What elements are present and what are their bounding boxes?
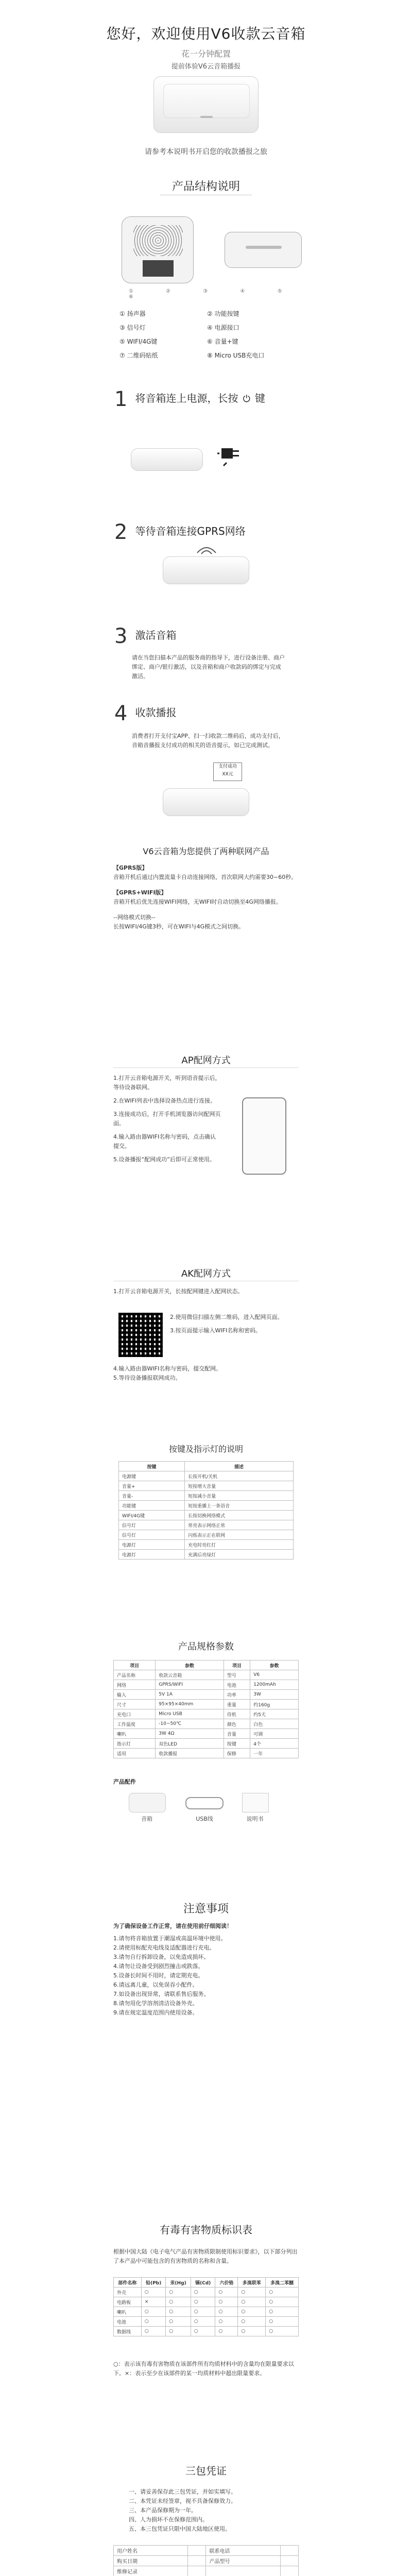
table-cell: 产品型号 xyxy=(206,2556,280,2566)
table-cell: 常亮表示网络正常 xyxy=(185,1520,294,1530)
table-cell: ○ xyxy=(238,2307,266,2317)
table-cell: 双色LED xyxy=(156,1739,224,1749)
legend-item: ⑧ Micro USB充电口 xyxy=(207,352,265,359)
table-cell: 产品名称 xyxy=(114,1670,156,1680)
table-row xyxy=(119,1530,294,1540)
table-cell: 电池 xyxy=(224,1680,250,1690)
legend-item: ③ 信号灯 xyxy=(119,324,146,331)
step-suffix: 键 xyxy=(254,392,265,404)
warranty-table xyxy=(113,2545,299,2576)
table-cell: ○ xyxy=(266,2307,299,2317)
network-body xyxy=(113,863,299,931)
table-cell: ○ xyxy=(238,2317,266,2327)
warranty-title: 三包凭证 xyxy=(185,2465,227,2477)
table-cell: 待机 xyxy=(224,1709,250,1719)
table-cell: 充电口 xyxy=(114,1709,156,1719)
table-cell: 功能键 xyxy=(119,1501,185,1511)
page-subtitle: 花一分钟配置 xyxy=(181,49,231,59)
table-cell: ○ xyxy=(166,2297,191,2307)
table-header: 描述 xyxy=(185,1462,294,1471)
table-cell: 保修 xyxy=(224,1749,250,1758)
accessory-label: 音箱 xyxy=(141,1816,152,1822)
table-row xyxy=(114,1749,299,1758)
legend-item: ① 扬声器 xyxy=(119,310,146,317)
table-cell: 联系电话 xyxy=(206,2546,280,2556)
notice-body xyxy=(113,1922,299,2018)
speaker-device-image xyxy=(153,76,259,133)
diagram-callout-numbers: ① ② ③ ④ ⑤ ⑥ xyxy=(129,289,298,300)
structure-title: 产品结构说明 xyxy=(171,180,240,193)
table-cell: ○ xyxy=(166,2307,191,2317)
keys-title: 按键及指示灯的说明 xyxy=(168,1444,243,1454)
table-cell: 工作温度 xyxy=(114,1719,156,1729)
table-cell: 输入 xyxy=(114,1690,156,1700)
table-row xyxy=(114,1719,299,1729)
table-cell: 短按增大音量 xyxy=(185,1481,294,1491)
signal-icon xyxy=(195,543,218,555)
table-row xyxy=(114,2287,299,2297)
table-cell: × xyxy=(141,2297,166,2307)
table-cell: -10~50℃ xyxy=(156,1719,224,1729)
notice-item: 9.请在规定温度范围内使用设备。 xyxy=(113,2009,198,2016)
table-header: 项目 xyxy=(114,1660,156,1670)
notice-intro: 为了确保设备工作正常，请在使用前仔细阅读！ xyxy=(113,1923,232,1929)
notice-item: 7.如设备出现异常，请联系售后服务。 xyxy=(113,1991,210,1997)
table-cell: 闪烁表示正在联网 xyxy=(185,1530,294,1540)
table-header: 铅(Pb) xyxy=(141,2278,166,2287)
ak-steps xyxy=(170,1313,299,1335)
warranty-items xyxy=(129,2487,294,2534)
table-cell: V6 xyxy=(250,1670,299,1680)
table-cell: ○ xyxy=(238,2327,266,2336)
structure-legend xyxy=(119,309,295,360)
table-row xyxy=(119,1501,294,1511)
network-wifi-head: 【GPRS+WIFI版】 xyxy=(113,889,167,896)
hazard-title: 有毒有害物质标识表 xyxy=(160,2224,252,2236)
table-cell: 电池 xyxy=(114,2317,142,2327)
notice-item: 2.请使用标配充电线及适配器进行充电。 xyxy=(113,1944,215,1951)
hazard-table xyxy=(113,2277,299,2336)
ak-step: 3.按页面提示输入WIFI名称和密码。 xyxy=(170,1327,262,1334)
table-row xyxy=(119,1491,294,1501)
payment-bubble xyxy=(213,762,242,781)
notice-item: 4.请勿让设备受到剧烈撞击或跌落。 xyxy=(113,1963,204,1970)
table-cell: 1200mAh xyxy=(250,1680,299,1690)
table-cell: 长按切换网络模式 xyxy=(185,1511,294,1520)
table-cell xyxy=(280,2556,298,2566)
network-title: V6云音箱为您提供了两种联网产品 xyxy=(143,846,269,856)
step-description: 请在当您扫描本产品的服务商的指导下，进行设备注册、商户绑定、商户/银行激活，以及音箱和商户收款码的绑定与完成激活。 xyxy=(132,654,285,680)
table-cell: 约5天 xyxy=(250,1709,299,1719)
step-text: 等待音箱连接GPRS网络 xyxy=(135,525,246,537)
table-cell: ○ xyxy=(191,2307,215,2317)
table-row xyxy=(114,1660,299,1670)
table-cell: 指示灯 xyxy=(114,1739,156,1749)
notice-item: 8.请勿用化学溶剂清洁设备外壳。 xyxy=(113,2000,198,2007)
table-cell: 喇叭 xyxy=(114,2307,142,2317)
table-cell: 约160g xyxy=(250,1700,299,1709)
ak-title: AK配网方式 xyxy=(181,1268,231,1279)
hero-caption: 请参考本说明书开启您的收款播报之旅 xyxy=(145,148,267,156)
phone-screenshot xyxy=(242,1097,286,1175)
hazard-intro: 根据中国大陆《电子电气产品有害物质限制使用标识要求》，以下部分列出了本产品中可能包含的有害物质的名称和含量。 xyxy=(113,2248,298,2264)
specs-title: 产品规格参数 xyxy=(178,1641,234,1652)
table-cell: ○ xyxy=(166,2317,191,2327)
speaker-front-diagram xyxy=(122,216,194,283)
table-cell: ○ xyxy=(191,2297,215,2307)
table-header: 项目 xyxy=(224,1660,250,1670)
table-header: 参数 xyxy=(156,1660,224,1670)
table-row xyxy=(114,2327,299,2336)
warranty-item: 一、请妥善保存此三包凭证，并如实填写。 xyxy=(129,2488,236,2495)
table-cell: ○ xyxy=(215,2327,238,2336)
step-number: 3 xyxy=(114,624,128,648)
table-cell: 充满后亮绿灯 xyxy=(185,1550,294,1560)
ap-title: AP配网方式 xyxy=(181,1055,231,1066)
legend-item: ⑤ WIFI/4G键 xyxy=(119,338,158,345)
legend-item: ⑦ 二维码贴纸 xyxy=(119,352,158,359)
table-cell: ○ xyxy=(215,2317,238,2327)
table-cell: 音量- xyxy=(119,1491,185,1501)
table-cell: ○ xyxy=(166,2287,191,2297)
ap-step: 5.设备播报“配网成功”后即可正常使用。 xyxy=(113,1156,215,1163)
step-text: 收款播报 xyxy=(135,706,177,719)
table-cell: ○ xyxy=(266,2287,299,2297)
ap-step: 1.打开云音箱电源开关，听到语音提示后，等待设备联网。 xyxy=(113,1075,221,1091)
warranty-item: 五、本三包凭证只限中国大陆地区使用。 xyxy=(129,2526,231,2532)
table-cell: 信号灯 xyxy=(119,1520,185,1530)
step-4 xyxy=(114,702,177,725)
table-row xyxy=(114,2278,299,2287)
table-cell: 短按减小音量 xyxy=(185,1491,294,1501)
table-cell: 一年 xyxy=(250,1749,299,1758)
speaker-image xyxy=(163,788,249,816)
notice-item: 1.请勿将音箱放置于潮湿或高温环境中使用。 xyxy=(113,1935,227,1942)
table-cell: 5V 1A xyxy=(156,1690,224,1700)
table-cell: 尺寸 xyxy=(114,1700,156,1709)
warranty-item: 三、本产品保修期为一年。 xyxy=(129,2507,197,2514)
warranty-item: 二、本凭证未经签章，视不具备保修效力。 xyxy=(129,2498,236,2504)
table-cell: 购买日期 xyxy=(114,2556,188,2566)
page-title: 您好，欢迎使用V6收款云音箱 xyxy=(106,25,306,42)
table-cell: 收款播报 xyxy=(156,1749,224,1758)
table-cell: 功率 xyxy=(224,1690,250,1700)
table-cell: ○ xyxy=(191,2317,215,2327)
accessory-label: USB线 xyxy=(196,1816,213,1822)
table-cell: 网络 xyxy=(114,1680,156,1690)
table-row xyxy=(119,1481,294,1491)
table-cell: 外壳 xyxy=(114,2287,142,2297)
table-cell: 收款云音箱 xyxy=(156,1670,224,1680)
table-cell: ○ xyxy=(266,2297,299,2307)
table-cell: 95×95×40mm xyxy=(156,1700,224,1709)
table-cell xyxy=(188,2566,206,2576)
table-row xyxy=(114,2317,299,2327)
table-cell: 颜色 xyxy=(224,1719,250,1729)
table-cell: ○ xyxy=(141,2327,166,2336)
table-header: 镉(Cd) xyxy=(191,2278,215,2287)
table-cell: 3W 4Ω xyxy=(156,1729,224,1739)
hazard-footnote: ○：表示该有毒有害物质在该部件所有均质材料中的含量均在限量要求以下。×：表示至少在该部件的某一均质材料中超出限量要求。 xyxy=(113,2361,294,2377)
table-cell: ○ xyxy=(215,2297,238,2307)
table-row xyxy=(114,1690,299,1700)
table-cell: ○ xyxy=(141,2287,166,2297)
table-header: 多溴二苯醚 xyxy=(266,2278,299,2287)
accessory-label: 说明书 xyxy=(246,1816,264,1822)
table-row xyxy=(119,1511,294,1520)
legend-item: ④ 电源接口 xyxy=(207,324,239,331)
table-cell: 电源键 xyxy=(119,1471,185,1481)
network-gprs-text: 音箱开机后通过内置流量卡自动连接网络，首次联网大约需要30~60秒。 xyxy=(113,874,297,880)
step-text: 激活音箱 xyxy=(135,629,177,641)
table-header: 参数 xyxy=(250,1660,299,1670)
table-cell: Micro USB xyxy=(156,1709,224,1719)
notice-item: 6.请远离儿童，以免误吞小配件。 xyxy=(113,1981,198,1988)
table-cell: 充电时亮红灯 xyxy=(185,1540,294,1550)
accessories-row xyxy=(129,1793,283,1824)
legend-item: ② 功能按键 xyxy=(207,310,239,317)
table-row xyxy=(114,2546,299,2556)
table-cell xyxy=(206,2566,280,2576)
step-number: 1 xyxy=(114,387,128,411)
speaker-image xyxy=(131,448,203,471)
table-cell: 可调 xyxy=(250,1729,299,1739)
bubble-line: 支付成功 xyxy=(218,764,237,769)
table-cell: 4个 xyxy=(250,1739,299,1749)
keys-table xyxy=(118,1461,294,1560)
network-gprs-head: 【GPRS版】 xyxy=(113,865,148,871)
table-row xyxy=(119,1550,294,1560)
table-row xyxy=(114,2297,299,2307)
ak-step: 4.输入路由器WIFI名称与密码，提交配网。 xyxy=(113,1365,222,1372)
step-number: 4 xyxy=(114,702,128,725)
table-header: 多溴联苯 xyxy=(238,2278,266,2287)
table-cell: 型号 xyxy=(224,1670,250,1680)
table-cell: ○ xyxy=(191,2287,215,2297)
ak-step: 1.打开云音箱电源开关，长按配网键进入配网状态。 xyxy=(113,1288,244,1295)
step-3 xyxy=(114,624,177,648)
table-row xyxy=(114,1700,299,1709)
table-row xyxy=(119,1471,294,1481)
table-cell xyxy=(188,2546,206,2556)
table-cell: 适用 xyxy=(114,1749,156,1758)
ap-step: 2.在WIFI列表中选择设备热点进行连接。 xyxy=(113,1097,216,1104)
ak-step: 5.等待设备播报联网成功。 xyxy=(113,1375,181,1381)
table-cell: 重量 xyxy=(224,1700,250,1709)
speaker-back-diagram xyxy=(225,232,302,268)
table-cell: 电源灯 xyxy=(119,1550,185,1560)
qr-code xyxy=(118,1313,163,1357)
table-row xyxy=(114,2307,299,2317)
accessories-title: 产品配件 xyxy=(113,1778,136,1785)
table-cell: 音量 xyxy=(224,1729,250,1739)
network-switch-text: 长按WIFI/4G键3秒，可在WIFI与4G模式之间切换。 xyxy=(113,923,245,930)
table-cell: WIFI/4G键 xyxy=(119,1511,185,1520)
table-row xyxy=(119,1520,294,1530)
notice-item: 5.设备长时间不用时，请定期充电。 xyxy=(113,1972,204,1979)
network-wifi-text: 音箱开机后优先连接WIFI网络，无WIFI时自动切换至4G网络播报。 xyxy=(113,899,282,905)
specs-table xyxy=(113,1660,299,1758)
table-header: 部件名称 xyxy=(114,2278,142,2287)
table-cell xyxy=(280,2566,298,2576)
table-cell: 维修记录 xyxy=(114,2566,188,2576)
table-row xyxy=(119,1462,294,1471)
ap-steps xyxy=(113,1074,221,1164)
ak-steps-bottom xyxy=(113,1364,299,1383)
table-cell: 短按重播上一条语音 xyxy=(185,1501,294,1511)
notice-item: 3.请勿自行拆卸设备，以免造成损坏。 xyxy=(113,1954,210,1960)
table-cell: ○ xyxy=(166,2327,191,2336)
table-cell: 3W xyxy=(250,1690,299,1700)
table-cell: ○ xyxy=(141,2317,166,2327)
table-cell: 电路板 xyxy=(114,2297,142,2307)
step-number: 2 xyxy=(114,520,128,544)
plug-icon xyxy=(216,439,247,467)
ak-step: 2.使用微信扫描左侧二维码，进入配网页面。 xyxy=(170,1314,283,1320)
table-row xyxy=(114,1709,299,1719)
table-cell: ○ xyxy=(266,2317,299,2327)
table-cell: 用户姓名 xyxy=(114,2546,188,2556)
table-cell: 信号灯 xyxy=(119,1530,185,1540)
ap-step: 4.输入路由器WIFI名称与密码，点击确认提交。 xyxy=(113,1133,216,1149)
table-row xyxy=(114,1670,299,1680)
table-cell: 电源灯 xyxy=(119,1540,185,1550)
table-row xyxy=(114,2556,299,2566)
table-row xyxy=(114,1680,299,1690)
bubble-line: XX元 xyxy=(222,772,233,777)
table-row xyxy=(119,1540,294,1550)
table-cell: ○ xyxy=(266,2327,299,2336)
table-cell: 长按开机/关机 xyxy=(185,1471,294,1481)
table-cell: 音量+ xyxy=(119,1481,185,1491)
network-divider: --网络模式切换-- xyxy=(113,914,156,921)
table-header: 按键 xyxy=(119,1462,185,1471)
table-cell: 按键 xyxy=(224,1739,250,1749)
table-cell: 数据线 xyxy=(114,2327,142,2336)
table-cell: 白色 xyxy=(250,1719,299,1729)
table-cell: GPRS/WIFI xyxy=(156,1680,224,1690)
table-row xyxy=(114,1739,299,1749)
table-header: 六价铬 xyxy=(215,2278,238,2287)
step-1 xyxy=(114,387,265,411)
table-cell: 喇叭 xyxy=(114,1729,156,1739)
page-tagline: 提前体验V6云音箱播报 xyxy=(171,63,241,71)
step-description: 消费者打开支付宝APP、扫一扫收款二维码后，成功支付后，音箱音播报支付成功的相关的语音提示，如已完成测试。 xyxy=(132,733,284,749)
table-cell: ○ xyxy=(215,2287,238,2297)
table-cell: ○ xyxy=(215,2307,238,2317)
table-row xyxy=(114,2566,299,2576)
ak-steps-top xyxy=(113,1287,299,1296)
step-2 xyxy=(114,520,246,544)
table-header: 汞(Hg) xyxy=(166,2278,191,2287)
ap-step: 3.连接成功后，打开手机浏览器访问配网页面。 xyxy=(113,1111,221,1127)
table-cell: ○ xyxy=(141,2307,166,2317)
notice-title: 注意事项 xyxy=(183,1903,229,1916)
legend-item: ⑥ 音量+键 xyxy=(207,338,238,345)
table-cell xyxy=(280,2546,298,2556)
table-cell: ○ xyxy=(238,2297,266,2307)
table-cell: ○ xyxy=(238,2287,266,2297)
power-icon: ⏻ xyxy=(243,394,250,404)
step-text: 将音箱连上电源，长按 xyxy=(135,392,238,404)
table-cell xyxy=(188,2556,206,2566)
speaker-image xyxy=(163,556,249,584)
warranty-item: 四、人为损坏不在保修范围内。 xyxy=(129,2516,208,2523)
table-cell: ○ xyxy=(191,2327,215,2336)
table-row xyxy=(114,1729,299,1739)
